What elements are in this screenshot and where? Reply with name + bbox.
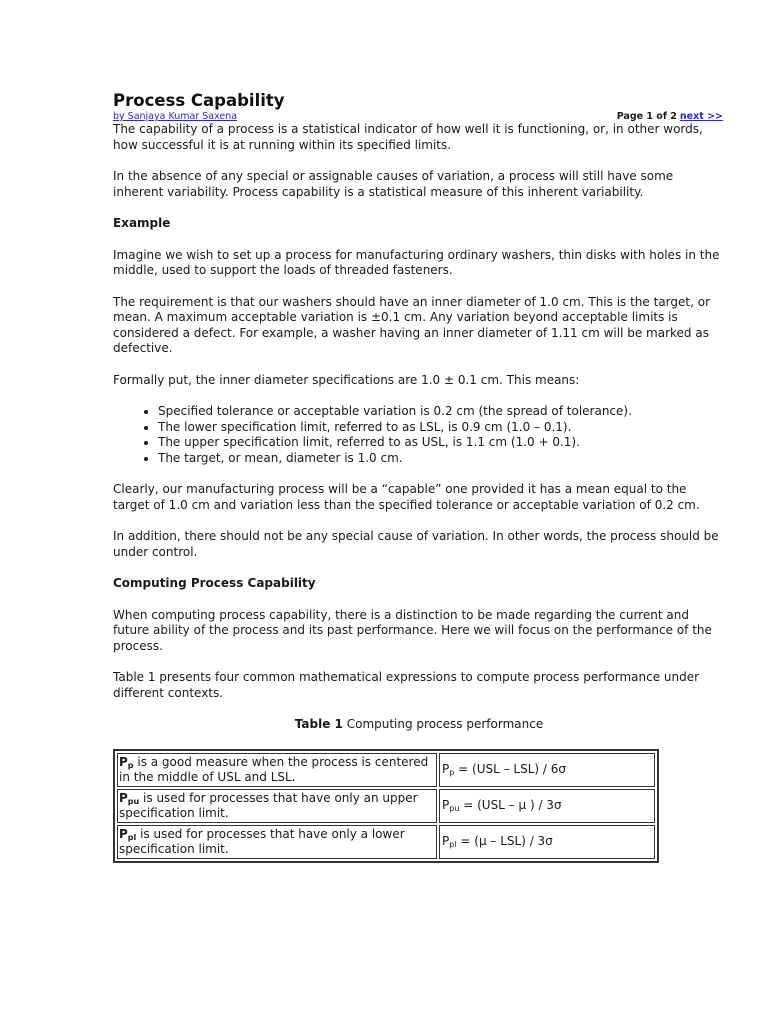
table-cell-description — [117, 789, 437, 823]
table-cell-description — [117, 753, 437, 787]
table-cell-formula — [439, 753, 655, 787]
paragraph-intro: The capability of a process is a statistical indicator of how well it is functioning, or, in other words, how successful it is at running within its specified limits. — [113, 122, 703, 152]
paragraph-specification: Formally put, the inner diameter specifications are 1.0 ± 0.1 cm. This means: — [113, 372, 580, 387]
index-description: is a good measure when the process is centered in the middle of USL and LSL. — [119, 754, 429, 784]
table-caption — [113, 717, 725, 733]
index-subscript: pu — [127, 796, 140, 806]
author-link[interactable]: by Sanjaya Kumar Saxena — [113, 111, 238, 122]
index-subscript: p — [127, 760, 134, 770]
table-cell-description — [117, 825, 437, 859]
paragraph-table-intro: Table 1 presents four common mathematical expressions to compute process performance under different contexts. — [113, 670, 700, 700]
formula-subscript: p — [449, 768, 455, 777]
formula-subscript: pl — [449, 840, 457, 849]
paragraph-requirement: The requirement is that our washers should have an inner diameter of 1.0 cm. This is the target, or mean. A maximum acceptable variation is ±0.1 cm. Any variation beyond acceptable limits is considered a defect. For example, a washer having an inner diameter of 1.11 cm will be marked as defective. — [113, 294, 710, 355]
paragraph-distinction: When computing process capability, there is a distinction to be made regarding the current and future ability of the process and its past performance. Here we will focus on the performance of the process. — [113, 607, 712, 653]
formula-expression: = (USL – LSL) / 6σ — [458, 762, 567, 776]
list-item: • The upper specification limit, referred to as USL, is 1.1 cm (1.0 + 0.1). — [158, 435, 725, 451]
specification-list — [113, 404, 725, 466]
index-symbol: P — [119, 790, 128, 805]
next-page-link[interactable]: next >> — [679, 111, 723, 122]
table-caption-text: Computing process performance — [346, 717, 544, 731]
process-performance-table — [113, 749, 659, 863]
byline-row — [113, 111, 725, 122]
index-description: is used for processes that have only an upper specification limit. — [119, 790, 418, 820]
document-body — [113, 91, 725, 863]
table-cell-formula — [439, 825, 655, 859]
index-symbol: P — [119, 754, 128, 769]
table-row — [117, 789, 655, 823]
paragraph-control: In addition, there should not be any special cause of variation. In other words, the process should be under control. — [113, 529, 719, 559]
list-item: • Specified tolerance or acceptable variation is 0.2 cm (the spread of tolerance). — [158, 404, 725, 420]
paragraph-capable: Clearly, our manufacturing process will be a “capable” one provided it has a mean equal to the target of 1.0 cm and variation less than the specified tolerance or acceptable variation of 0.2 cm. — [113, 482, 700, 512]
pager — [617, 111, 723, 122]
formula-subscript: pu — [449, 804, 460, 813]
page-indicator: Page 1 of 2 — [616, 111, 677, 122]
paragraph-inherent-variability: In the absence of any special or assignable causes of variation, a process will still have some inherent variability. Process capability is a statistical measure of this inherent variability. — [113, 169, 674, 199]
index-subscript: pl — [127, 832, 137, 842]
heading-computing: Computing Process Capability — [113, 576, 316, 590]
table-row — [117, 753, 655, 787]
index-symbol: P — [119, 826, 128, 841]
formula-symbol: P — [442, 834, 450, 848]
heading-example: Example — [113, 216, 171, 230]
formula-symbol: P — [442, 762, 450, 776]
paragraph-washers: Imagine we wish to set up a process for manufacturing ordinary washers, thin disks with holes in the middle, used to support the loads of threaded fasteners. — [113, 247, 720, 277]
formula-symbol: P — [442, 798, 450, 812]
page-title: Process Capability — [113, 91, 285, 110]
list-item: • The lower specification limit, referred to as LSL, is 0.9 cm (1.0 – 0.1). — [158, 420, 725, 436]
list-item: • The target, or mean, diameter is 1.0 cm. — [158, 451, 725, 467]
table-row — [117, 825, 655, 859]
formula-expression: = (μ – LSL) / 3σ — [460, 834, 553, 848]
table-cell-formula — [439, 789, 655, 823]
table-caption-label: Table 1 — [294, 717, 343, 731]
index-description: is used for processes that have only a lower specification limit. — [119, 826, 405, 856]
formula-expression: = (USL – μ ) / 3σ — [463, 798, 562, 812]
